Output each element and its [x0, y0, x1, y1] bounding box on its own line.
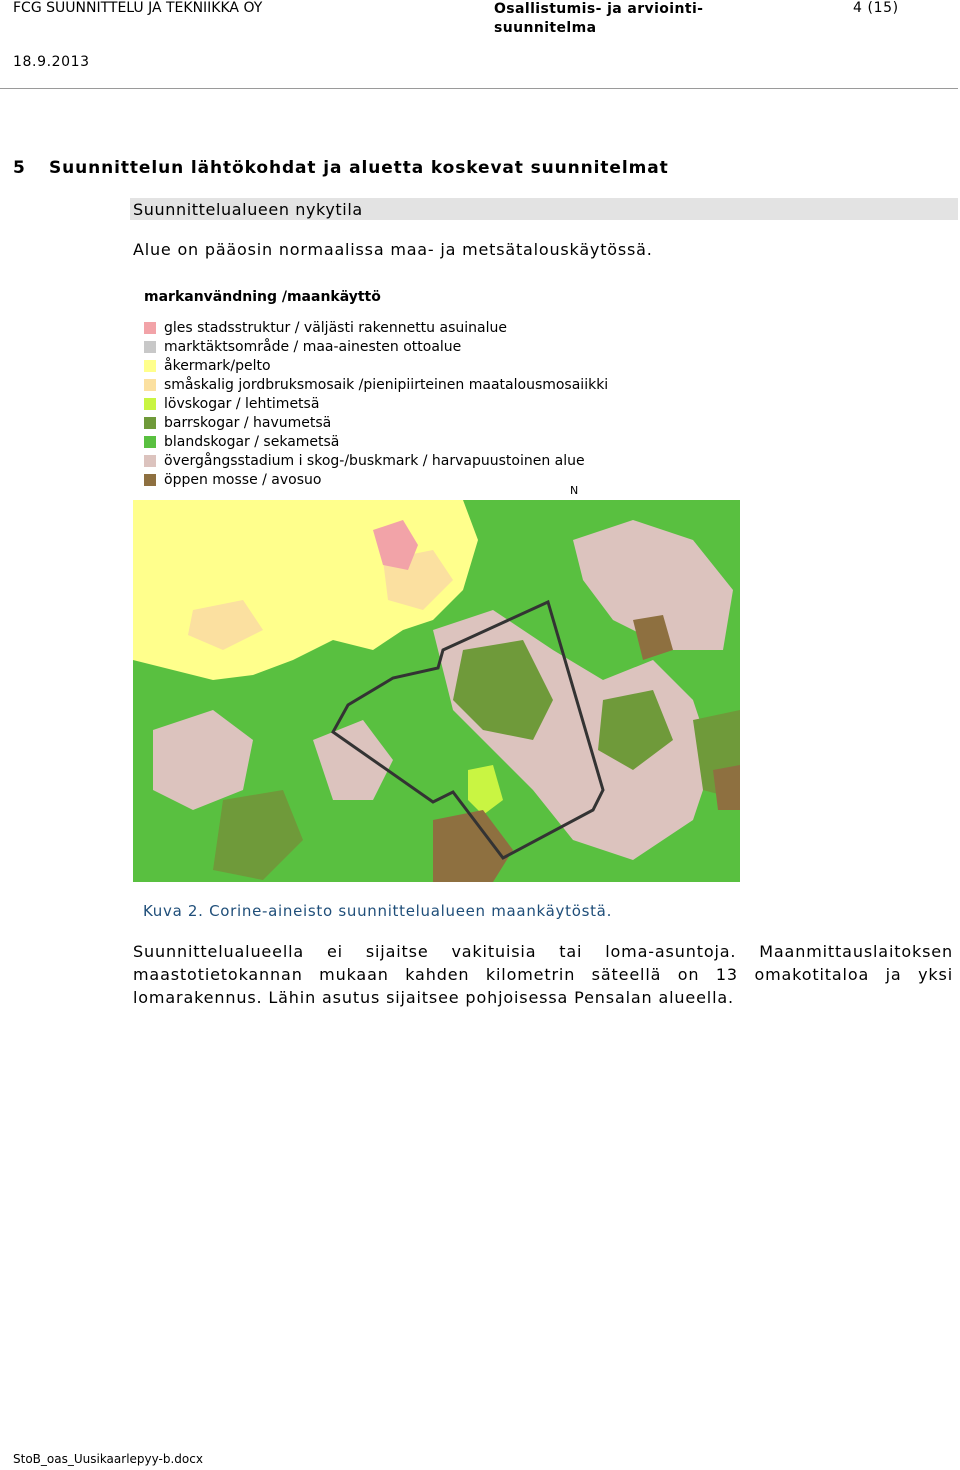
body-paragraph: Suunnittelualueella ei sijaitse vakituisia tai loma-asuntoja. Maanmittauslaitoksen maastotietokannan mukaan kahden kilometrin säteellä on 13 omakotitaloa ja yksi lomarakennus. Lähin asutus sijaitsee pohjoisessa Pensalan alueella. — [133, 942, 953, 1007]
header-company: FCG SUUNNITTELU JA TEKNIIKKA OY — [13, 0, 263, 16]
legend-label: blandskogar / sekametsä — [164, 434, 340, 450]
subsection-title: Suunnittelualueen nykytila — [133, 200, 363, 219]
legend-label: lövskogar / lehtimetsä — [164, 396, 320, 412]
header-date: 18.9.2013 — [13, 54, 90, 70]
intro-paragraph: Alue on pääosin normaalissa maa- ja metsätalouskäytössä. — [133, 240, 653, 259]
legend-swatch — [144, 474, 156, 486]
legend-swatch — [144, 379, 156, 391]
legend-label: marktäktsområde / maa-ainesten ottoalue — [164, 339, 462, 355]
legend-swatch — [144, 341, 156, 353]
legend-label: övergångsstadium i skog-/buskmark / harvapuustoinen alue — [164, 453, 585, 469]
legend-label: öppen mosse / avosuo — [164, 472, 322, 488]
header-document-title: Osallistumis- ja arviointi-suunnitelma — [494, 1, 704, 36]
header-divider — [0, 88, 958, 89]
legend-swatch — [144, 322, 156, 334]
section-number: 5 — [13, 158, 26, 178]
figure-caption: Kuva 2. Corine-aineisto suunnittelualueen maankäytöstä. — [143, 902, 613, 920]
legend-label: åkermark/pelto — [164, 358, 271, 374]
north-arrow-label: N — [570, 484, 579, 497]
legend-swatch — [144, 360, 156, 372]
footer-filename: StoB_oas_Uusikaarlepyy-b.docx — [13, 1452, 203, 1466]
header-page-number: 4 (15) — [853, 0, 899, 16]
map-legend — [140, 285, 700, 495]
section-heading — [13, 158, 669, 178]
legend-label: småskalig jordbruksmosaik /pienipiirteinen maatalousmosaiikki — [164, 377, 609, 393]
legend-title: markanvändning /maankäyttö — [144, 289, 381, 305]
legend-swatch — [144, 417, 156, 429]
legend-label: barrskogar / havumetsä — [164, 415, 332, 431]
legend-label: gles stadsstruktur / väljästi rakennettu asuinalue — [164, 320, 507, 336]
legend-swatch — [144, 436, 156, 448]
legend-swatch — [144, 455, 156, 467]
section-title: Suunnittelun lähtökohdat ja aluetta koskevat suunnitelmat — [49, 158, 669, 178]
land-use-map — [133, 500, 740, 882]
legend-swatch — [144, 398, 156, 410]
